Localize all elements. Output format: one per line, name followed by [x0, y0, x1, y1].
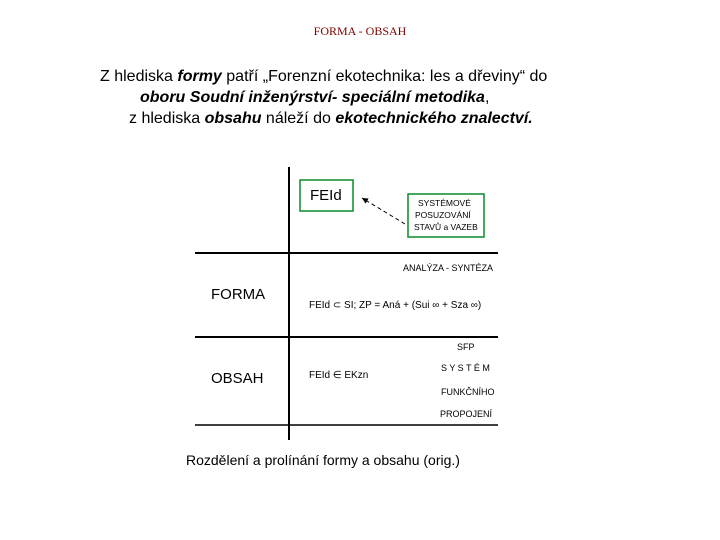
funkcniho-label: FUNKČNÍHO [441, 387, 495, 397]
systemove-line-3: STAVŮ a VAZEB [414, 222, 478, 232]
intro-emphasis: obsahu [204, 110, 262, 127]
sfp-label: SFP [457, 342, 475, 352]
forma-label: FORMA [211, 286, 266, 303]
intro-emphasis: formy [177, 68, 222, 85]
obsah-formula: FEId ∈ EKzn [309, 370, 369, 381]
intro-emphasis: ekotechnického znalectví. [335, 110, 533, 127]
dashed-arrow [362, 198, 405, 224]
analyza-synteza-label: ANALÝZA - SYNTÉZA [403, 263, 494, 273]
systemu-label: S Y S T É M [441, 363, 490, 373]
intro-text: , [484, 89, 490, 106]
systemove-line-1: SYSTÉMOVÉ [418, 198, 471, 208]
obsah-label: OBSAH [211, 370, 264, 387]
forma-formula: FEId ⊂ SI; ZP = Aná + (Sui ∞ + Sza ∞) [309, 300, 482, 311]
intro-emphasis: oboru Soudní inženýrství- speciální metodika [140, 89, 485, 106]
intro-text: Z hlediska [100, 68, 178, 85]
intro-text: patří „Forenzní ekotechnika: les a dřeviny“ do [221, 68, 548, 85]
figure-caption: Rozdělení a prolínání formy a obsahu (orig.) [186, 452, 460, 468]
intro-text: z hlediska [129, 110, 205, 127]
propojeni-label: PROPOJENÍ [440, 409, 493, 419]
slide-title: FORMA - OBSAH [313, 24, 407, 38]
feid-label: FEId [310, 187, 342, 204]
systemove-line-2: POSUZOVÁNÍ [415, 210, 471, 220]
intro-text: náleží do [261, 110, 336, 127]
